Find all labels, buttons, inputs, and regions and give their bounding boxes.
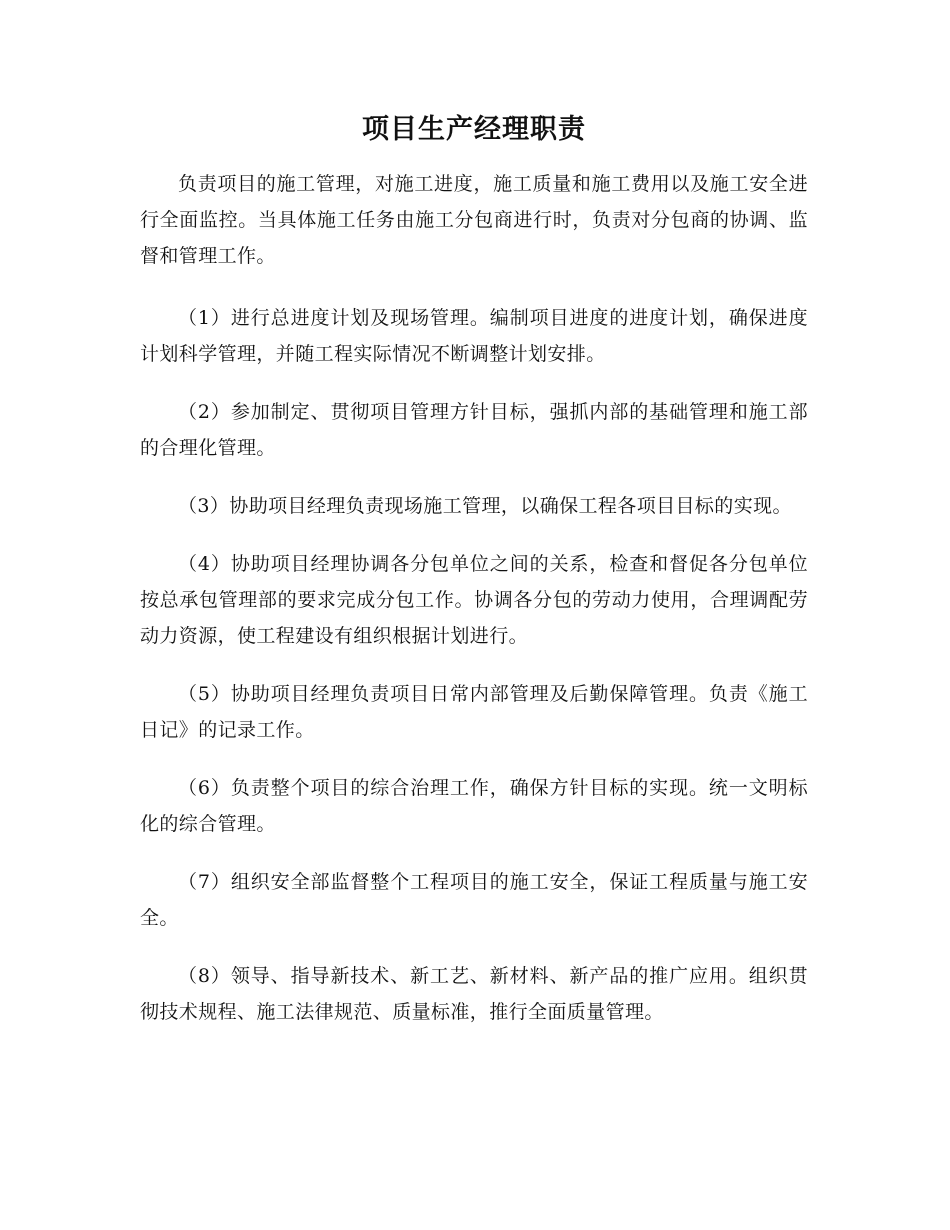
- duty-item-3: （3）协助项目经理负责现场施工管理，以确保工程各项目目标的实现。: [178, 495, 792, 517]
- document-page: [140, 108, 808, 1052]
- duty-item-5: （5）协助项目经理负责项目日常内部管理及后勤保障管理。负责《施工日记》的记录工作。: [140, 683, 808, 741]
- intro-paragraph: 负责项目的施工管理，对施工进度，施工质量和施工费用以及施工安全进行全面监控。当具体施工任务由施工分包商进行时，负责对分包商的协调、监督和管理工作。: [140, 173, 808, 267]
- document-title: 项目生产经理职责: [362, 114, 586, 145]
- duty-item-2: （2）参加制定、贯彻项目管理方针目标，强抓内部的基础管理和施工部的合理化管理。: [140, 401, 808, 459]
- duty-item-8: （8）领导、指导新技术、新工艺、新材料、新产品的推广应用。组织贯彻技术规程、施工法律规范、质量标准，推行全面质量管理。: [140, 965, 808, 1023]
- duty-item-1: （1）进行总进度计划及现场管理。编制项目进度的进度计划，确保进度计划科学管理，并随工程实际情况不断调整计划安排。: [140, 307, 808, 365]
- duty-item-7: （7）组织安全部监督整个工程项目的施工安全，保证工程质量与施工安全。: [140, 871, 808, 929]
- duty-item-4: （4）协助项目经理协调各分包单位之间的关系，检查和督促各分包单位按总承包管理部的要求完成分包工作。协调各分包的劳动力使用，合理调配劳动力资源，使工程建设有组织根据计划进行。: [140, 553, 808, 647]
- duty-item-6: （6）负责整个项目的综合治理工作，确保方针目标的实现。统一文明标化的综合管理。: [140, 777, 808, 835]
